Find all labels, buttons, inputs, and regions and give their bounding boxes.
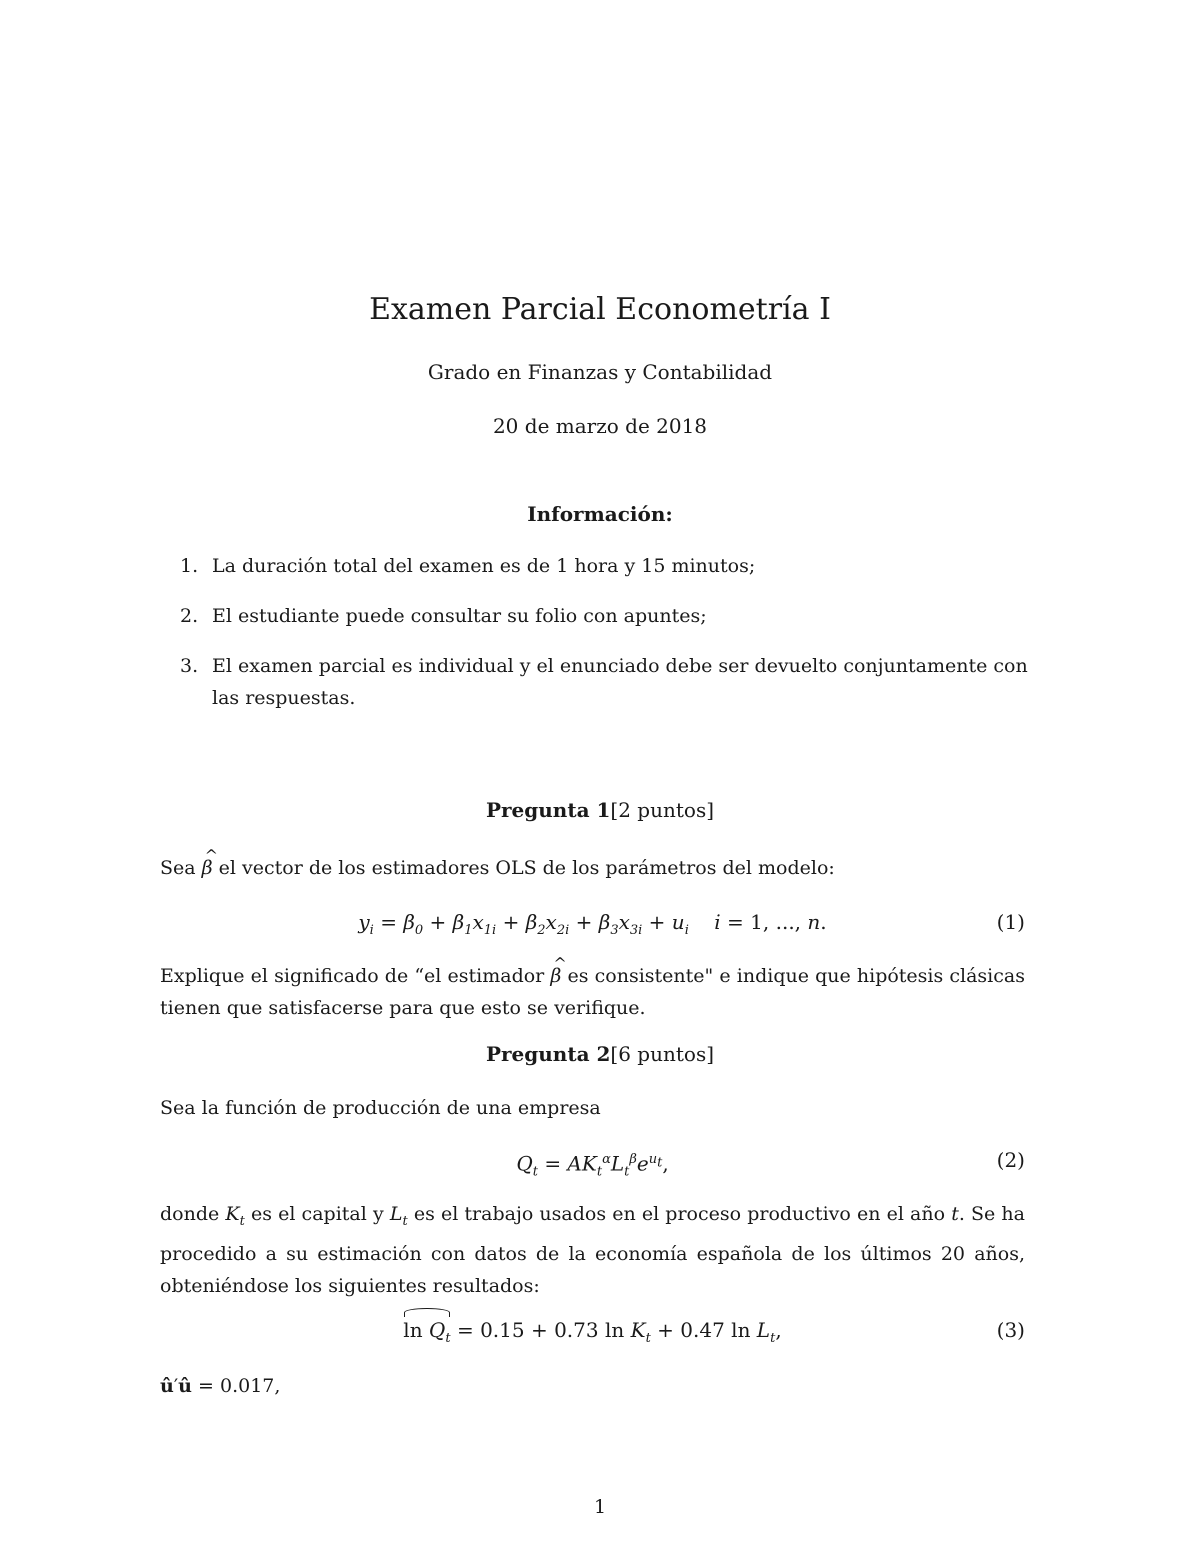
beta-hat-symbol: ^ β [550,960,561,992]
description-part: es el capital y [250,1203,384,1225]
question-1-explanation [160,960,1025,1024]
info-item-number: 1. [180,555,199,577]
question-1-heading [0,798,1200,822]
info-item [180,600,1030,632]
question-2-points: [6 puntos] [610,1042,715,1066]
description-part: donde [160,1203,220,1225]
question-1-explain-rest: es consistente" e indique que hipótesis clásicas tienen que satisfacerse para que esto se verifique. [160,965,1025,1019]
question-1-title: Pregunta 1 [485,798,611,822]
question-2-heading [0,1042,1200,1066]
labor-symbol: $L_t$ [389,1203,408,1229]
info-item-text: El estudiante puede consultar su folio con apuntes; [212,605,707,627]
question-1-intro-rest: el vector de los estimadores OLS de los parámetros del modelo: [218,857,835,879]
exam-subtitle: Grado en Finanzas y Contabilidad [427,360,773,384]
equation-1-number: (1) [996,910,1025,934]
info-item [180,550,1030,582]
exam-date: 20 de marzo de 2018 [492,414,708,438]
equation-3-formula: $\ln Q_t = 0.15 + 0.73$ $\ln K_t + 0.47$ $\ln L_t$, [160,1314,1025,1355]
beta-hat-symbol: ^ β [202,852,213,884]
question-1-explain-lead: Explique el significado de “el estimador [160,965,545,987]
question-1-points: [2 puntos] [610,798,715,822]
capital-symbol: $K_t$ [225,1203,245,1229]
question-2-title: Pregunta 2 [485,1042,611,1066]
equation-1 [160,906,1025,938]
equation-2-formula: $Q_t = AK_t^\alpha L_t^\beta e^{u_t}$, [516,1151,669,1180]
info-list [180,550,1030,714]
description-part: . Se ha procedido a su estimación con datos de la economía española de los últimos 20 años, obteniéndose los siguientes resultados: [160,1203,1025,1297]
equation-2 [160,1144,1025,1180]
exam-title: Examen Parcial Econometría I [369,292,831,327]
equation-2-number: (2) [996,1148,1025,1172]
equation-1-formula: $y_i = \beta_0 + \beta_1x_{1i} + \beta_2x_{2i} + \beta_3x_{3i} + u_i$ i = 1, ..., n. [358,910,827,938]
question-1-intro [160,852,1025,884]
residual-sum-line: û′û = 0.017, [160,1375,281,1397]
eq3-intercept: 0.15 [480,1318,525,1342]
info-item-number: 3. [180,655,199,677]
time-symbol: t [951,1203,959,1225]
residual-sum-value: 0.017 [219,1375,275,1397]
info-item [180,650,1030,714]
question-2-description [160,1198,1025,1302]
eq3-coef-capital: 0.73 [554,1318,599,1342]
equation-3-number: (3) [996,1318,1025,1342]
eq3-coef-labor: 0.47 [680,1318,725,1342]
description-part: es el trabajo usados en el proceso productivo en el año [413,1203,946,1225]
page-number: 1 [593,1496,607,1518]
info-item-text: La duración total del examen es de 1 hora y 15 minutos; [212,555,756,577]
info-item-text: El examen parcial es individual y el enunciado debe ser devuelto conjuntamente con las respuestas. [212,655,1028,709]
info-heading: Información: [527,502,673,526]
question-2-intro: Sea la función de producción de una empresa [160,1097,601,1119]
question-1-intro-lead: Sea [160,857,196,879]
equation-3 [160,1314,1025,1346]
info-item-number: 2. [180,605,199,627]
